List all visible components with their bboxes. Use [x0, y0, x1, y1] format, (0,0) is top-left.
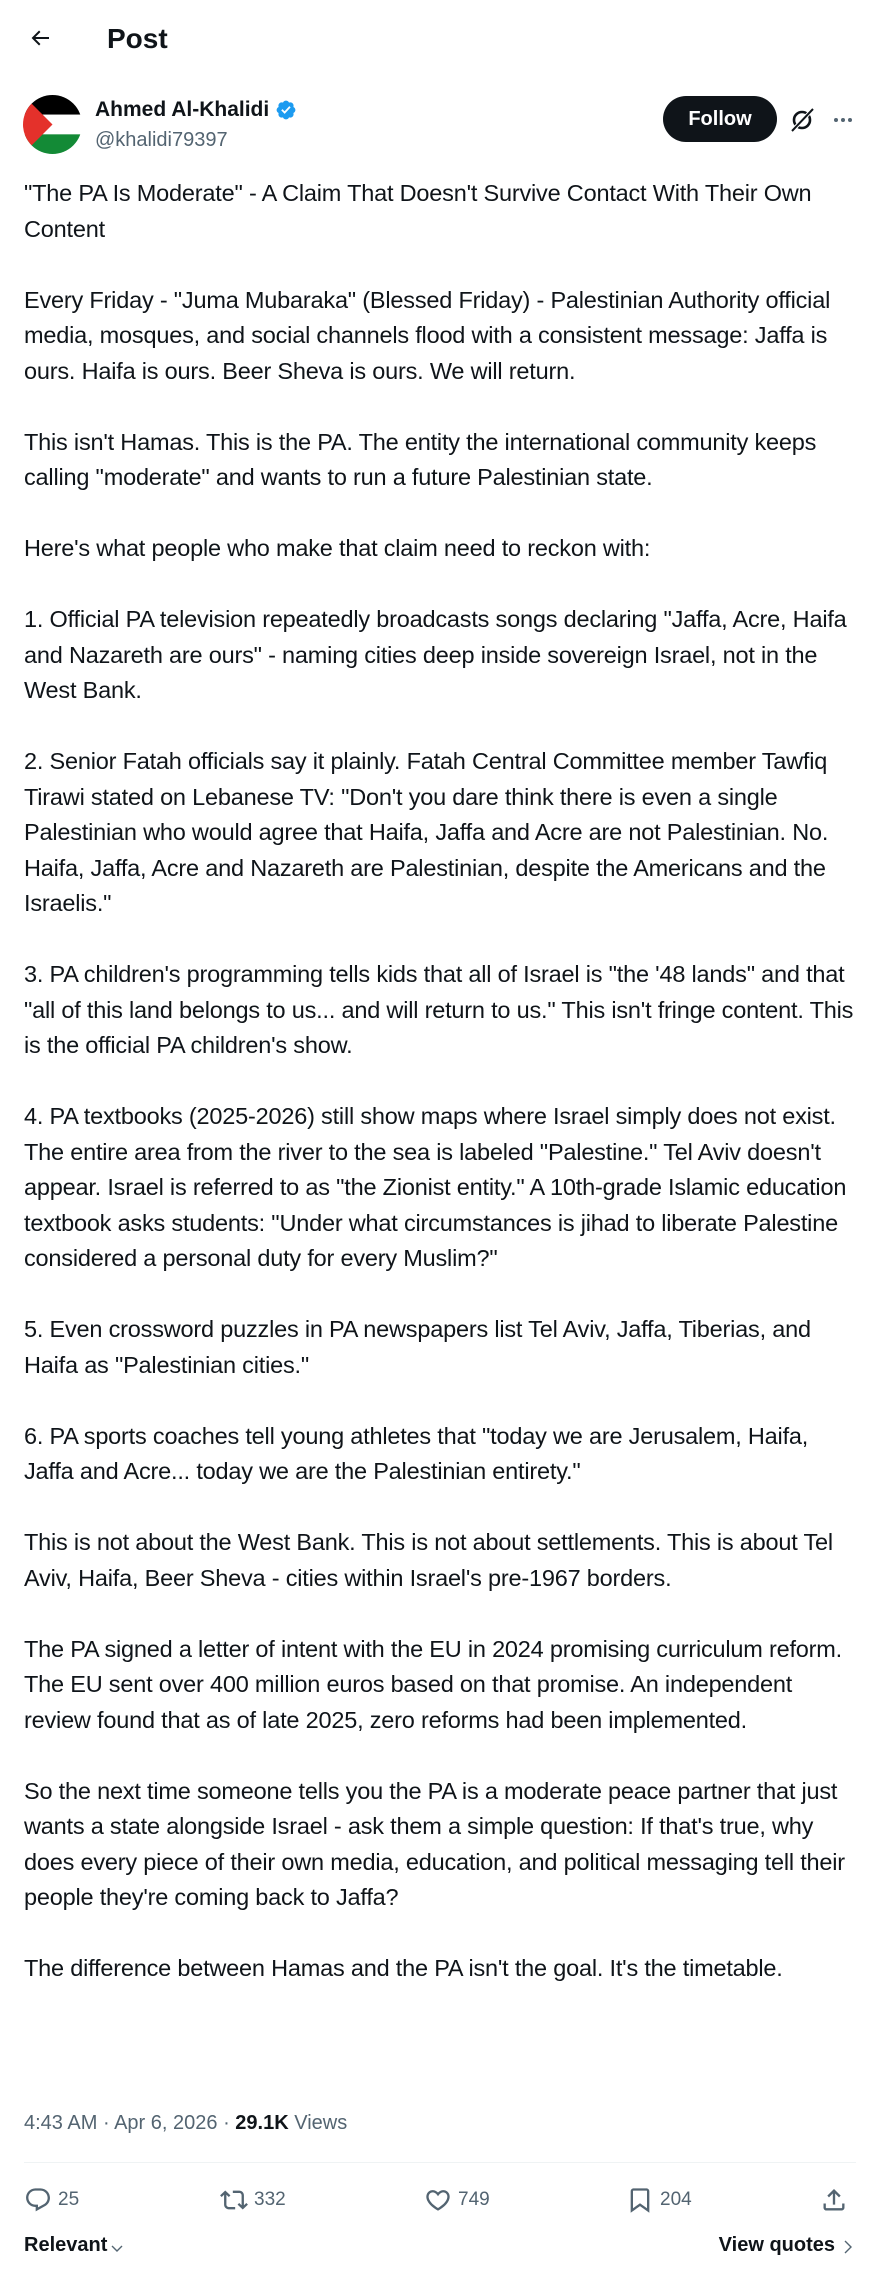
page-title: Post: [107, 23, 168, 54]
like-button[interactable]: [424, 2180, 490, 2220]
action-bar: [24, 2180, 856, 2220]
grok-icon: [788, 106, 816, 134]
chevron-down-icon: [109, 2240, 125, 2256]
post-paragraph: 3. PA children's programming tells kids that all of Israel is "the '48 lands" and that "all of this land belongs to us... and will return to us." This isn't fringe content. This is the official PA children's show.: [24, 961, 854, 1058]
sort-label: Relevant: [24, 2234, 108, 2256]
post-paragraph: 2. Senior Fatah officials say it plainly. Fatah Central Committee member Tawfiq Tirawi stated on Lebanese TV: "Don't you dare think there is even a single Palestinian who would agree that Haifa, Jaffa and Acre are not Palestinian. No. Haifa, Jaffa, Acre and Nazareth are Palestinian, despite the Americans and the Israelis.": [24, 748, 829, 916]
post-paragraph: Every Friday - "Juma Mubaraka" (Blessed Friday) - Palestinian Authority official media, mosques, and social channels flood with a consistent message: Jaffa is ours. Haifa is ours. Beer Sheva is ours. We will return.: [24, 286, 831, 384]
divider: [24, 2162, 856, 2163]
post-paragraph: Here's what people who make that claim need to reckon with:: [24, 535, 651, 561]
post-date[interactable]: Apr 6, 2026: [114, 2112, 218, 2134]
view-quotes-label: View quotes: [718, 2234, 835, 2256]
post-paragraph-title: "The PA Is Moderate" - A Claim That Doesn't Survive Contact With Their Own Content: [24, 180, 812, 242]
views-label: Views: [294, 2112, 348, 2134]
repost-button[interactable]: [220, 2180, 286, 2220]
post-paragraph: So the next time someone tells you the PA is a moderate peace partner that just wants a state alongside Israel - ask them a simple question: If that's true, why does every piece of their own media, education, and political messaging tell their people they're coming back to Jaffa?: [24, 1777, 845, 1910]
heart-icon: [424, 2186, 452, 2214]
post-paragraph: The difference between Hamas and the PA isn't the goal. It's the timetable.: [24, 1955, 783, 1981]
reply-button[interactable]: [24, 2180, 79, 2220]
post-paragraph: This isn't Hamas. This is the PA. The entity the international community keeps calling "moderate" and wants to run a future Palestinian state.: [24, 428, 817, 490]
author-row: [0, 92, 880, 158]
follow-button[interactable]: Follow: [663, 96, 777, 142]
share-icon: [820, 2186, 848, 2214]
views-count: 29.1K: [235, 2112, 289, 2134]
sort-dropdown[interactable]: [24, 2234, 125, 2257]
repost-count: 332: [254, 2189, 286, 2210]
post-meta: [24, 2110, 347, 2136]
author-name-block: [95, 96, 297, 154]
arrow-left-icon: [28, 26, 52, 50]
author-display-name[interactable]: Ahmed Al-Khalidi: [95, 98, 270, 121]
avatar[interactable]: [23, 95, 82, 154]
post-paragraph: 5. Even crossword puzzles in PA newspapers list Tel Aviv, Jaffa, Tiberias, and Haifa as "Palestinian cities.": [24, 1316, 811, 1378]
bookmark-button[interactable]: [626, 2180, 692, 2220]
post-body: [24, 176, 860, 1987]
post-paragraph: This is not about the West Bank. This is not about settlements. This is about Tel Aviv, Haifa, Beer Sheva - cities within Israel's pre-1967 borders.: [24, 1529, 833, 1591]
replies-toolbar: [24, 2234, 856, 2264]
post-paragraph: 6. PA sports coaches tell young athletes that "today we are Jerusalem, Haifa, Jaffa and Acre... today we are the Palestinian entirety.": [24, 1422, 809, 1484]
verified-badge-icon: [275, 99, 297, 121]
like-count: 749: [458, 2189, 490, 2210]
meta-separator: ·: [102, 2112, 110, 2134]
chevron-right-icon: [840, 2238, 856, 2256]
share-button[interactable]: [820, 2180, 848, 2220]
top-bar: [0, 0, 880, 78]
reply-icon: [24, 2186, 52, 2214]
bookmark-count: 204: [660, 2189, 692, 2210]
view-quotes-link[interactable]: [719, 2234, 856, 2257]
bookmark-icon: [626, 2185, 654, 2215]
author-handle[interactable]: @khalidi79397: [95, 129, 228, 151]
repost-icon: [220, 2186, 248, 2214]
back-button[interactable]: [22, 20, 58, 56]
post-time[interactable]: 4:43 AM: [24, 2112, 98, 2134]
palestinian-flag-avatar-icon: [23, 95, 82, 154]
grok-button[interactable]: [787, 105, 817, 135]
meta-separator: ·: [223, 2112, 230, 2134]
post-paragraph: 4. PA textbooks (2025-2026) still show maps where Israel simply does not exist. The entire area from the river to the sea is labeled "Palestine." Tel Aviv doesn't appear. Israel is referred to as "the Zionist entity." A 10th-grade Islamic education textbook asks students: "Under what circumstances is jihad to liberate Palestine considered a personal duty for every Muslim?": [24, 1103, 847, 1271]
post-paragraph: The PA signed a letter of intent with the EU in 2024 promising curriculum reform. The EU sent over 400 million euros based on that promise. An independent review found that as of late 2025, zero reforms had been implemented.: [24, 1635, 843, 1733]
reply-count: 25: [58, 2189, 80, 2210]
post-paragraph: 1. Official PA television repeatedly broadcasts songs declaring "Jaffa, Acre, Haifa and Nazareth are ours" - naming cities deep inside sovereign Israel, not in the West Bank.: [24, 606, 847, 703]
more-options-button[interactable]: [829, 105, 857, 135]
more-horizontal-icon: [831, 108, 855, 132]
